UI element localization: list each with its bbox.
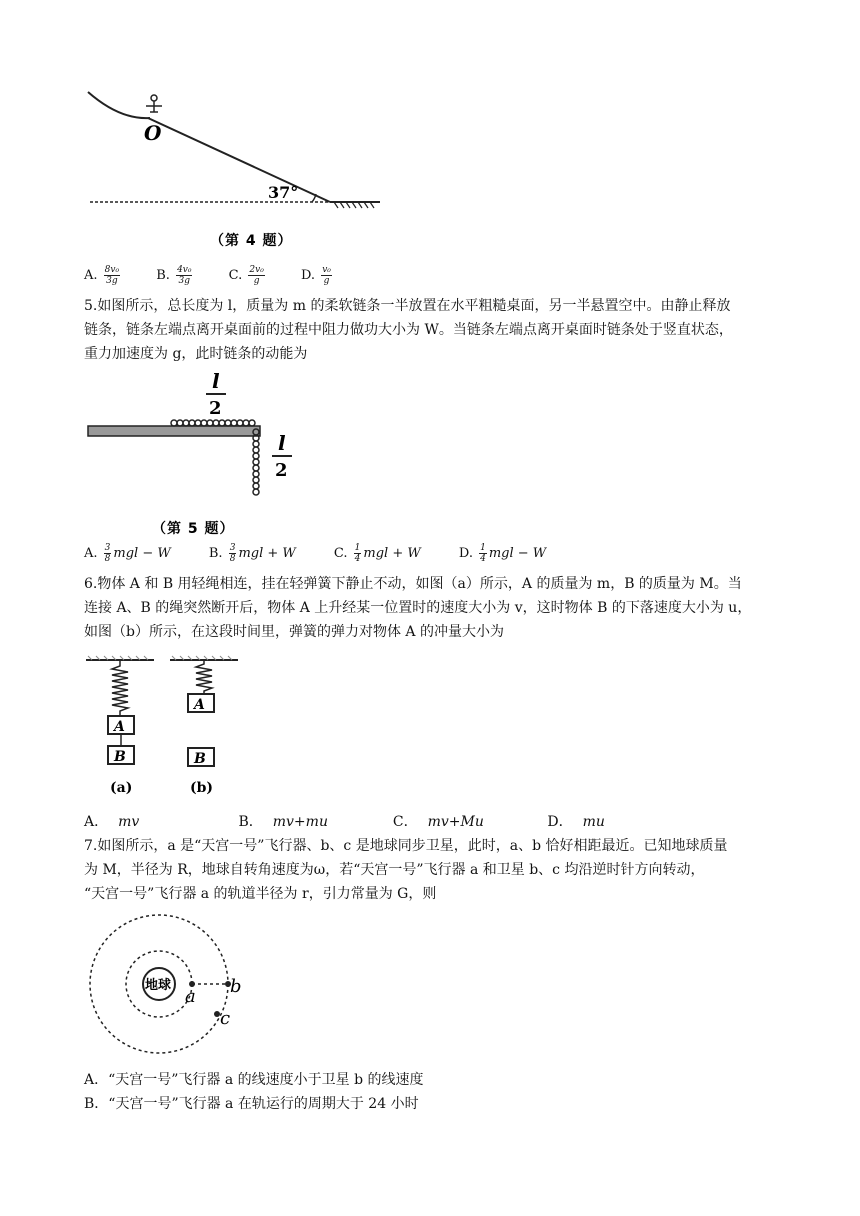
q4-option-a: A. $\frac{\text{8v₀}}{3g}$ xyxy=(84,265,120,286)
q6-line-2: 连接 A、B 的绳突然断开后，物体 A 上升经某一位置时的速度大小为 v，这时物体 B 的下落速度大小为 u， xyxy=(84,600,752,616)
q5-option-a: A. $\frac{3}{8}$ mgl − W xyxy=(84,543,171,564)
q7-line-1: 7.如图所示，a 是“天宫一号”飞行器、b、c 是地球同步卫星，此时，a、b 恰好相距最近。已知地球质量 xyxy=(84,838,728,854)
q4-figure xyxy=(80,80,400,255)
q5-option-b: B. $\frac{3}{8}$ mgl + W xyxy=(208,543,296,564)
q5-option-c: C. $\frac{1}{4}$ mgl + W xyxy=(333,543,421,564)
q5-option-d: D. $\frac{1}{4}$ mgl − W xyxy=(458,543,547,564)
q4-option-c: C. $\frac{\text{2v₀}}{g}$ xyxy=(228,265,264,286)
q5-text xyxy=(84,294,733,366)
q7-line-3: “天宫一号”飞行器 a 的轨道半径为 r，引力常量为 G，则 xyxy=(84,886,437,902)
q6-figure xyxy=(82,652,252,800)
q6-option-b: B． mv+mu xyxy=(238,814,328,830)
q6-option-c: C． mv+Mu xyxy=(392,814,484,830)
q7-line-2: 为 M，半径为 R，地球自转角速度为ω，若“天宫一号”飞行器 a 和卫星 b、c 均沿逆时针方向转动， xyxy=(84,862,705,878)
q5-top-length-num: l xyxy=(212,369,220,393)
q5-side-length-num: l xyxy=(278,431,286,455)
q7-label-c: c xyxy=(220,1008,231,1029)
q5-side-length-den: 2 xyxy=(275,460,288,481)
q7-earth-label: 地球 xyxy=(145,978,172,993)
q5-line-3: 重力加速度为 g，此时链条的动能为 xyxy=(84,346,308,362)
q5-figure xyxy=(80,368,340,540)
q6-option-a: A． mv xyxy=(84,814,140,830)
q6-options xyxy=(84,810,667,834)
q7-label-a: a xyxy=(185,986,196,1007)
q5-line-2: 链条，链条左端点离开桌面前的过程中阻力做功大小为 W。当链条左端点离开桌面时链条处于竖直状态， xyxy=(84,322,733,338)
q5-options xyxy=(84,542,546,566)
q6-fig-b-block-b: B xyxy=(194,751,206,767)
q6-text xyxy=(84,572,751,644)
person-icon xyxy=(146,95,162,112)
q6-fig-a-block-b: B xyxy=(114,749,126,765)
q5-line-1: 5.如图所示，总长度为 l，质量为 m 的柔软链条一半放置在水平粗糙桌面，另一半悬置空中。由静止释放 xyxy=(84,298,731,314)
q7-options xyxy=(84,1068,424,1116)
q6-fig-label-b: (b) xyxy=(190,780,214,796)
q6-line-1: 6.物体 A 和 B 用轻绳相连，挂在轻弹簧下静止不动，如图（a）所示，A 的质量为 m，B 的质量为 M。当 xyxy=(84,576,742,592)
q4-point-label: O xyxy=(144,121,162,145)
q4-caption: （第 4 题） xyxy=(210,233,293,249)
q6-fig-b-block-a: A xyxy=(194,697,205,713)
q7-label-b: b xyxy=(230,976,242,997)
q7-option-a: A．“天宫一号”飞行器 a 的线速度小于卫星 b 的线速度 xyxy=(84,1072,424,1088)
q4-options xyxy=(84,264,334,288)
q6-fig-label-a: (a) xyxy=(110,780,133,796)
q5-caption: （第 5 题） xyxy=(152,521,235,537)
q7-figure xyxy=(84,912,264,1060)
q4-option-d: D. $\frac{\text{v₀}}{g}$ xyxy=(300,265,331,286)
q6-line-3: 如图（b）所示，在这段时间里，弹簧的弹力对物体 A 的冲量大小为 xyxy=(84,624,504,640)
q6-option-d: D． mu xyxy=(547,814,605,830)
q6-fig-a-block-a: A xyxy=(114,719,125,735)
q4-option-b: B. $\frac{\text{4v₀}}{3g}$ xyxy=(156,265,192,286)
q7-text xyxy=(84,834,727,906)
q4-angle-label: 37° xyxy=(268,183,299,202)
q7-option-b: B．“天宫一号”飞行器 a 在轨运行的周期大于 24 小时 xyxy=(84,1096,419,1112)
q5-top-length-den: 2 xyxy=(209,398,222,419)
